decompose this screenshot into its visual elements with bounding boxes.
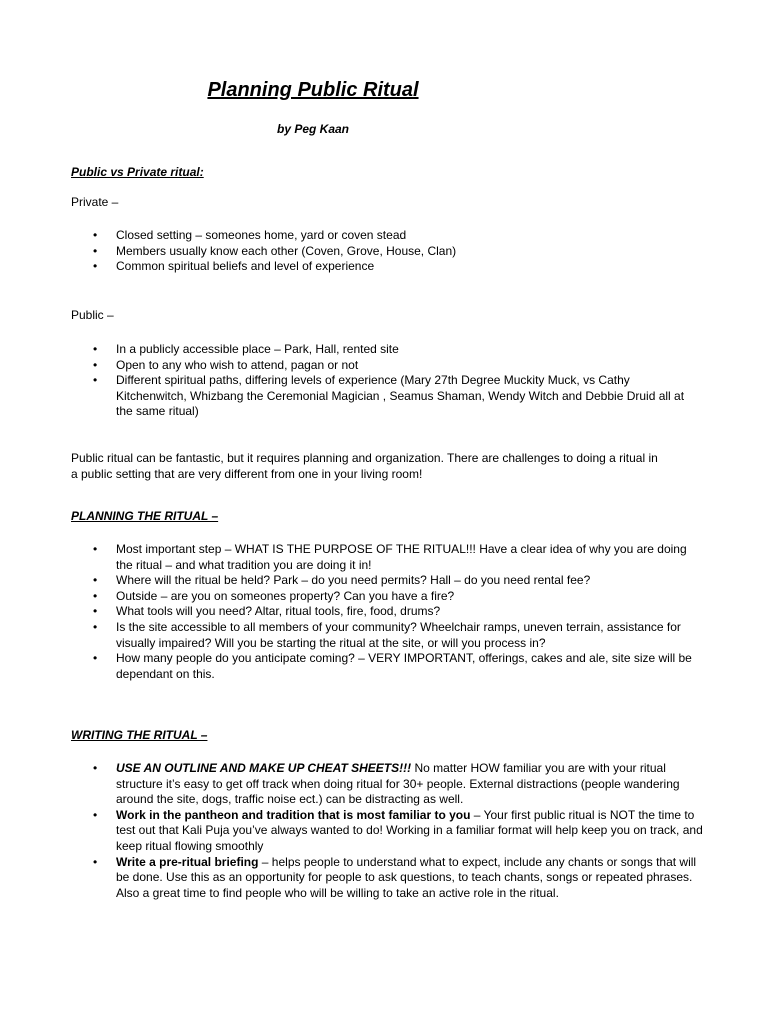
list-item-text: – Your first public ritual is NOT the time to test out that Kali Puja you’ve always wanted to do! Working in a familiar format will help keep you on track, and keep ritual flowing smoothly [116,807,703,853]
list-item: • Is the site accessible to all members of your community? Wheelchair ramps, uneven terrain, assistance for visually impaired? Will you be starting the ritual at the site, or will you process in? [71,620,703,651]
list-item-lead: Work in the pantheon and tradition that is most familiar to you [116,807,471,822]
list-item: • What tools will you need? Altar, ritual tools, fire, food, drums? [71,604,703,620]
list-item-text: No matter HOW familiar you are with your ritual structure it’s easy to get off track when doing ritual for 30+ people. External distractions (people wandering around the site, dogs, traffic noise ect.) can be distracting as well. [116,761,680,807]
section-heading-planning: PLANNING THE RITUAL – [71,509,219,523]
list-item [71,855,703,902]
list-item: • Outside – are you on someones property? Can you have a fire? [71,589,703,605]
list-item: • Different spiritual paths, differing levels of experience (Mary 27th Degree Muckity Muck, vs Cathy Kitchenwitch, Whizbang the Ceremonial Magician , Seamus Shaman, Wendy Witch and Debbie Druid all at the same ritual) [71,373,703,420]
document-title: Planning Public Ritual [207,79,419,101]
private-label: Private – [71,195,119,209]
list-item: • Closed setting – someones home, yard or coven stead [71,228,703,244]
author-byline: by Peg Kaan [276,122,350,136]
list-item-lead: USE AN OUTLINE AND MAKE UP CHEAT SHEETS!!! [116,761,412,775]
planning-list [71,542,703,682]
writing-list [71,761,703,901]
private-list [71,228,703,275]
list-item-text: – helps people to understand what to expect, include any chants or songs that will be done. Use this as an opportunity for people to ask questions, to teach chants, songs or repeated phrases. Also a great time to find people who will be willing to take an active role in the ritual. [116,854,697,900]
list-item: • In a publicly accessible place – Park, Hall, rented site [71,342,703,358]
section-heading-writing: WRITING THE RITUAL – [71,728,208,742]
list-item [71,808,703,855]
section-heading-public-vs-private: Public vs Private ritual: [71,165,204,179]
list-item: • Open to any who wish to attend, pagan or not [71,358,703,374]
list-item [71,761,703,808]
list-item: • Where will the ritual be held? Park – do you need permits? Hall – do you need rental fee? [71,573,703,589]
list-item: • Most important step – WHAT IS THE PURPOSE OF THE RITUAL!!! Have a clear idea of why you are doing the ritual – and what tradition you are doing it in! [71,542,703,573]
list-item-lead: Write a pre-ritual briefing [116,854,259,869]
public-label: Public – [71,308,114,322]
list-item: • Common spiritual beliefs and level of experience [71,259,703,275]
intro-paragraph: Public ritual can be fantastic, but it requires planning and organization. There are challenges to doing a ritual in a public setting that are very different from one in your living room! [71,451,658,481]
list-item: • How many people do you anticipate coming? – VERY IMPORTANT, offerings, cakes and ale, site size will be dependant on this. [71,651,703,682]
public-list [71,342,703,420]
list-item: • Members usually know each other (Coven, Grove, House, Clan) [71,244,703,260]
